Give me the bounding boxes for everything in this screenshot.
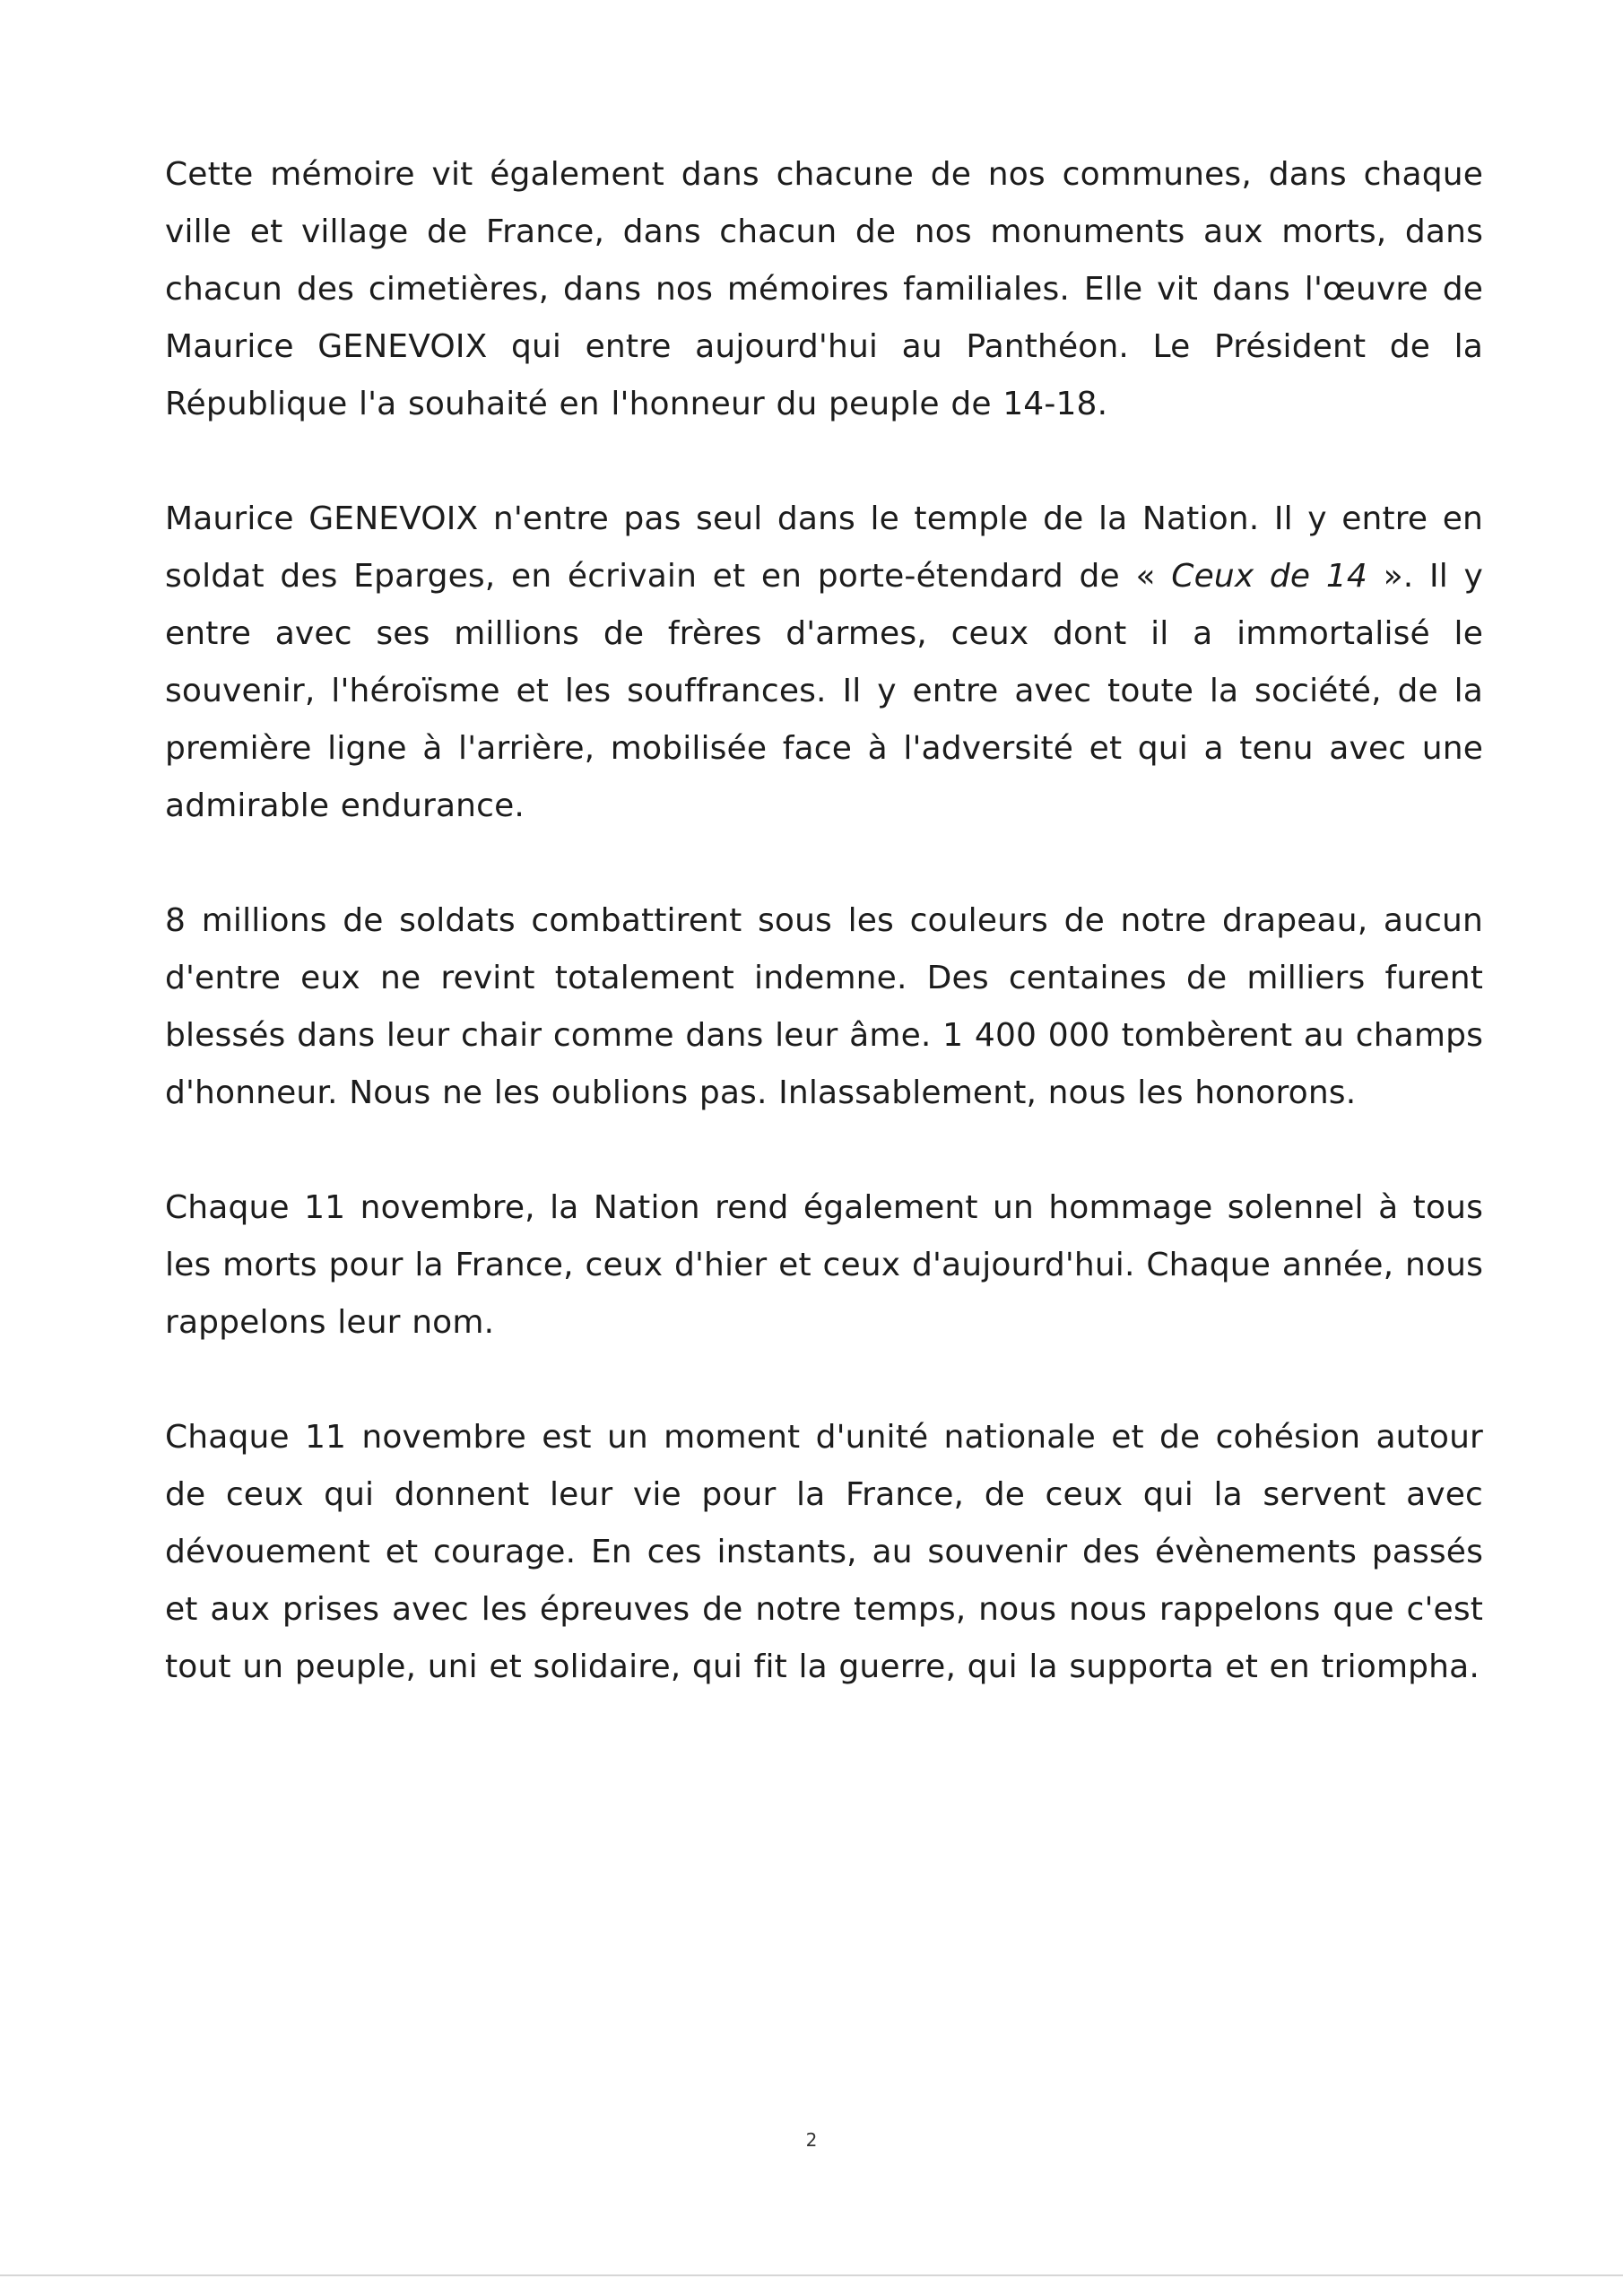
paragraph-3: 8 millions de soldats combattirent sous les couleurs de notre drapeau, aucun d'entre eux ne revint totalement indemne. Des centaines de milliers furent blessés dans leur chair comme dans leur âme. 1 400 000 tombèrent au champs d'honneur. Nous ne les oublions pas. Inlassablement, nous les honorons. <box>165 902 1483 1111</box>
scan-bottom-edge <box>0 2274 1623 2276</box>
document-body <box>165 146 1483 1696</box>
paragraph-4: Chaque 11 novembre, la Nation rend également un hommage solennel à tous les morts pour la France, ceux d'hier et ceux d'aujourd'hui. Chaque année, nous rappelons leur nom. <box>165 1189 1483 1341</box>
book-title-italic: Ceux de 14 <box>1171 558 1367 595</box>
paragraph-1: Cette mémoire vit également dans chacune de nos communes, dans chaque ville et village de France, dans chacun de nos monuments aux morts, dans chacun des cimetières, dans nos mémoires familiales. Elle vit dans l'œuvre de Maurice GENEVOIX qui entre aujourd'hui au Panthéon. Le Président de la République l'a souhaité en l'honneur du peuple de 14-18. <box>165 156 1483 422</box>
paragraph-2 <box>165 491 1483 835</box>
paragraph-2-text-end: ». Il y entre avec ses millions de frères d'armes, ceux dont il a immortalisé le souvenir, l'héroïsme et les souffrances. Il y entre avec toute la société, de la première ligne à l'arrière, mobilisée face à l'adversité et qui a tenu avec une admirable endurance. <box>165 558 1483 824</box>
page-number: 2 <box>805 2129 818 2151</box>
paragraph-2-text-start: Maurice GENEVOIX n'entre pas seul dans le temple de la Nation. Il y entre en soldat des Eparges, en écrivain et en porte-étendard de « <box>165 500 1483 595</box>
paragraph-5: Chaque 11 novembre est un moment d'unité nationale et de cohésion autour de ceux qui donnent leur vie pour la France, de ceux qui la servent avec dévouement et courage. En ces instants, au souvenir des évènements passés et aux prises avec les épreuves de notre temps, nous nous rappelons que c'est tout un peuple, uni et solidaire, qui fit la guerre, qui la supporta et en triompha. <box>165 1419 1483 1685</box>
